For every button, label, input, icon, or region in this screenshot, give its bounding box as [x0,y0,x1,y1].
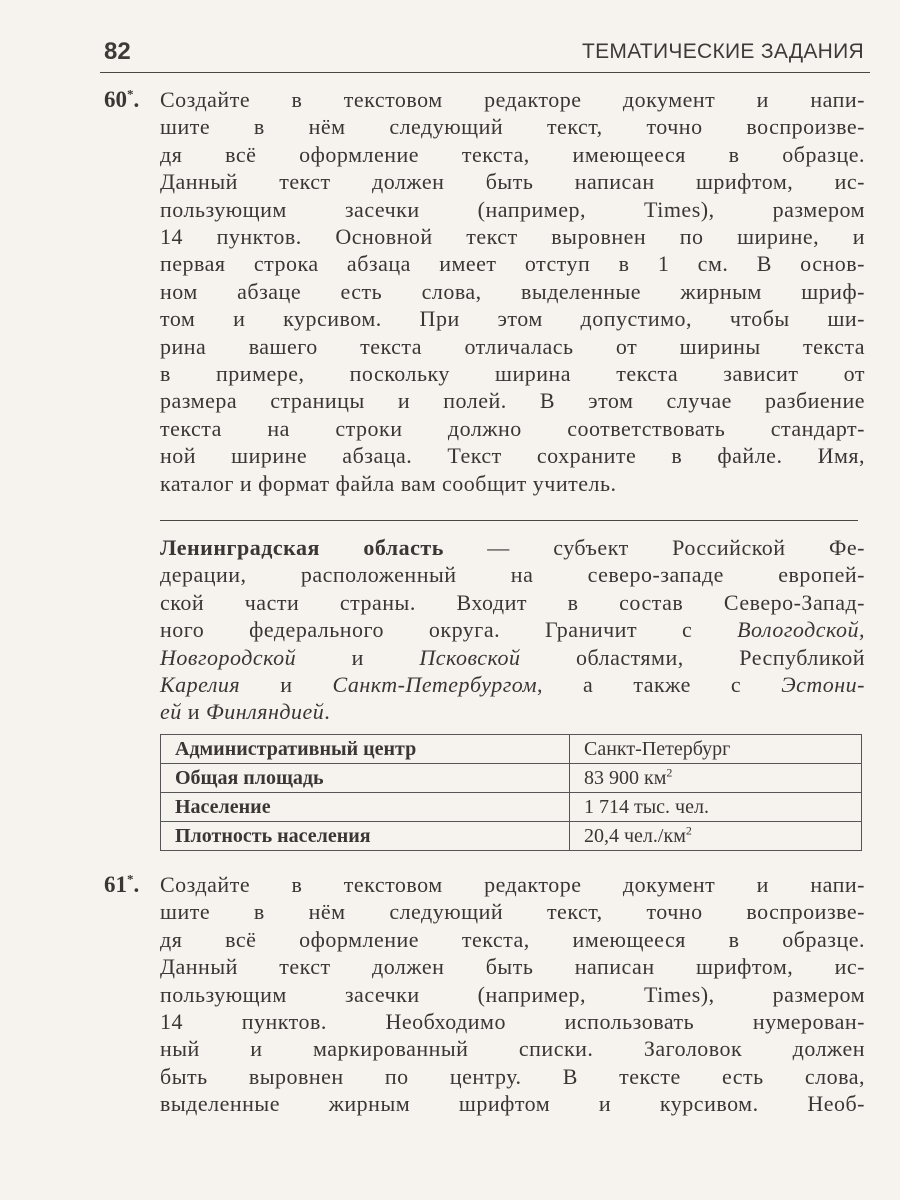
bold-text: Ленинградская область [160,535,444,560]
text-run: и [181,699,207,725]
text-line: Данный текст должен быть написан шрифтом, ис- [160,954,865,980]
text-line [160,698,865,725]
table-row [161,764,862,793]
table-row [161,735,862,764]
region-info-table [160,734,862,851]
task-star: * [127,86,134,102]
task-star: * [127,871,134,887]
superscript: 2 [666,765,673,780]
row-label: Общая площадь [161,764,570,793]
text-line: дя всё оформление текста, имеющееся в образце. [160,141,865,167]
text-line [160,644,865,671]
text-line: пользующим засечки (например, Times), размером [160,196,865,222]
value-text: 20,4 чел./км [584,825,686,847]
italic-text: Новгородской [160,644,297,670]
text-line: 14 пунктов. Необходимо использовать нумерован- [160,1009,865,1035]
row-value [570,822,862,851]
header-divider [100,72,870,73]
text-line: том и курсивом. При этом допустимо, чтобы ши- [160,306,865,332]
text-run: — субъект Российской Фе- [443,535,865,560]
text-line: ный и маркированный списки. Заголовок должен [160,1036,865,1062]
text-run: . [324,699,331,725]
text-run: ской части страны. Входит в состав Северо-Запад- [160,589,865,615]
task-60-number: 60*. [104,86,140,112]
text-line: шите в нём следующий текст, точно воспроизве- [160,899,865,925]
value-text: 83 900 км [584,767,667,789]
italic-text: Финляндией [206,699,325,725]
text-line: быть выровнен по центру. В тексте есть слова, [160,1063,865,1089]
italic-text: Псковской [419,644,521,670]
text-line: 14 пунктов. Основной текст выровнен по ширине, и [160,224,865,250]
text-line: пользующим засечки (например, Times), размером [160,981,865,1007]
superscript: 2 [685,823,692,838]
sample-paragraph [160,534,865,726]
text-line: в примере, поскольку ширина текста зависит от [160,361,865,387]
text-run: ного федерального округа. Граничит с [160,617,738,643]
text-line: первая строка абзаца имеет отступ в 1 см. В основ- [160,251,865,277]
text-line [160,561,865,588]
task-number: 60 [104,87,127,112]
text-run: и [296,644,420,670]
italic-text: Санкт-Петербургом [332,672,538,698]
task-61-text [160,871,865,1118]
table-row [161,822,862,851]
table-row [161,793,862,822]
text-line: размера страницы и полей. В этом случае разбиение [160,388,865,414]
text-run: областями, Республикой [520,644,865,670]
row-value [570,793,862,822]
row-label: Административный центр [161,735,570,764]
text-line [160,616,865,643]
text-line: Данный текст должен быть написан шрифтом, ис- [160,169,865,195]
italic-text: Вологодской, [737,617,865,643]
text-line: рина вашего текста отличалась от ширины текста [160,333,865,359]
text-line: текста на строки должно соответствовать стандарт- [160,415,865,441]
value-text: Санкт-Петербург [584,738,731,760]
sample-divider [160,520,858,521]
text-line [160,671,865,698]
text-line: ном абзаце есть слова, выделенные жирным шриф- [160,278,865,304]
row-label: Плотность населения [161,822,570,851]
text-run: и [240,672,333,698]
row-value [570,735,862,764]
italic-text: Карелия [160,672,241,698]
page-number: 82 [104,38,131,65]
text-line: дя всё оформление текста, имеющееся в образце. [160,926,865,952]
text-run: дерации, расположенный на северо-западе европей- [160,562,865,588]
row-value [570,764,862,793]
row-label: Население [161,793,570,822]
section-title: ТЕМАТИЧЕСКИЕ ЗАДАНИЯ [582,40,864,63]
task-61-number: 61*. [104,871,140,897]
text-line: ной ширине абзаца. Текст сохраните в файле. Имя, [160,443,865,469]
text-line: каталог и формат файла вам сообщит учитель. [160,470,617,496]
italic-text: ей [160,699,182,725]
task-60-text [160,86,865,497]
italic-text: Эстони- [781,672,865,698]
task-number: 61 [104,872,127,897]
value-text: 1 714 тыс. чел. [584,796,709,818]
text-run: , а также с [537,672,782,698]
text-line [160,534,865,561]
text-line: Создайте в текстовом редакторе документ и напи- [160,87,865,112]
text-line: Создайте в текстовом редакторе документ и напи- [160,872,865,897]
text-line: выделенные жирным шрифтом и курсивом. Необ- [160,1091,865,1117]
text-line [160,589,865,616]
text-line: шите в нём следующий текст, точно воспроизве- [160,114,865,140]
